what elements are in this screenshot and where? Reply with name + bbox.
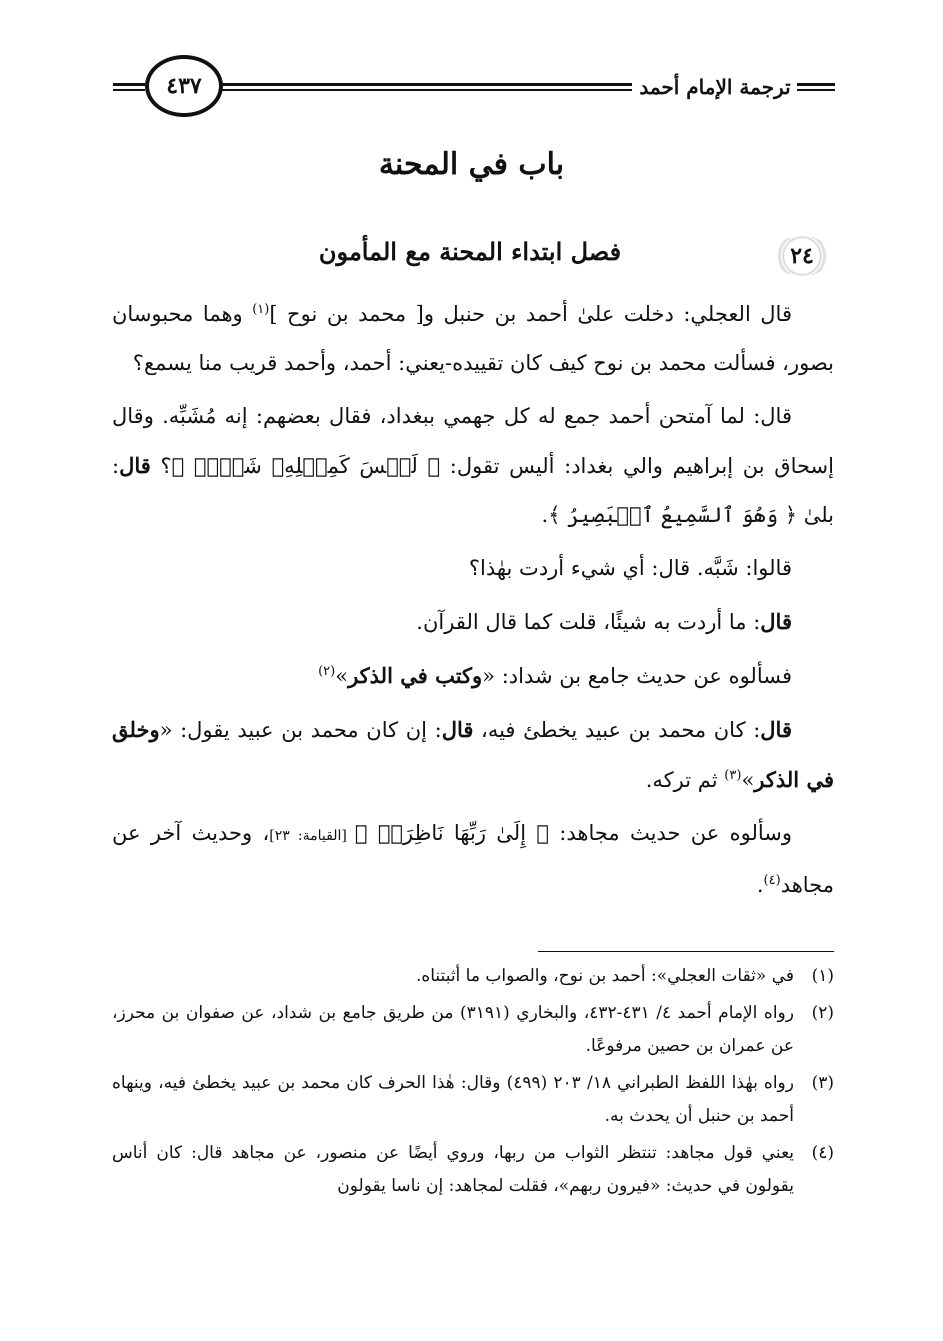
footnotes [112,960,834,1207]
qal-bold: قال [760,717,792,742]
paragraph-7 [112,809,834,910]
quran-quote: ﴿ وَهُوَ ٱلسَّمِيعُ ٱلۡبَصِيرُ ﴾ [548,503,798,527]
paragraph-2-after-qal: : بلىٰ [112,454,834,527]
paragraph-1 [112,290,834,388]
paragraph-1-text: قال العجلي: دخلت علىٰ أحمد بن حنبل و[ محمد بن نوح ] [269,302,792,326]
footnote-number: (١) [811,966,834,986]
footnote-3 [112,1067,834,1133]
chapter-title: باب في المحنة [378,147,565,182]
footnote-text: رواه الإمام أحمد ٤/ ٤٣١-٤٣٢، والبخاري (٣١٩١) من طريق جامع بن شداد، عن صفوان بن محرز، عن عمران بن حصين مرفوعًا. [112,1003,794,1056]
section-number-ornament [772,236,832,276]
paragraph-2 [112,392,834,540]
footnote-ref-3[interactable]: (٣) [724,768,742,783]
paragraph-2-end: . [541,503,549,527]
paragraph-7-end: . [756,873,764,897]
footnote-text: يعني قول مجاهد: تنتظر الثواب من ربها، وروي أيضًا عن منصور، عن مجاهد قال: كان أناس يقولون في حديث: «فيرون ربهم»، فقلت لمجاهد: إن ناسا يقولون [112,1143,794,1196]
paragraph-6-end: ثم تركه. [645,768,725,792]
main-text [112,290,834,914]
qal-bold: قال [119,453,151,478]
header-rule-right [797,83,835,93]
footnote-text: في «ثقات العجلي»: أحمد بن نوح، والصواب ما أثبتناه. [415,966,794,986]
footnote-2 [112,997,834,1063]
section-title: فصل ابتداء المحنة مع المأمون [318,237,622,266]
hadith-phrase: وكتب في الذكر [348,663,483,688]
paragraph-3: قالوا: شَبَّه. قال: أي شيء أردت بهٰذا؟ [468,556,792,580]
paragraph-4-text: : ما أردت به شيئًا، قلت كما قال القرآن. [416,610,761,634]
paragraph-2-mid: ؟ [150,454,172,478]
verse-reference: [القيامة: ٢٣] [269,828,355,844]
paragraph-5 [112,651,834,701]
paragraph-5-text: فسألوه عن حديث جامع بن شداد: « [482,664,792,688]
qal-bold: قال [760,609,792,634]
paragraph-2-text: قال: لما آمتحن أحمد جمع له كل جهمي ببغداد، فقال بعضهم: إنه مُشَبِّه. وقال إسحاق بن إبراهيم والي بغداد: أليس تقول: [112,404,834,478]
footnote-number: (٣) [811,1073,834,1093]
paragraph-4 [112,597,834,647]
qal-bold: قال [441,717,474,742]
paragraph-6-text-1: : كان محمد بن عبيد يخطئ فيه، [473,718,761,742]
footnote-separator [538,951,834,952]
header-rule-middle [222,83,632,93]
footnote-ref-4[interactable]: (٤) [763,873,781,888]
page-number-oval [145,55,223,117]
quote-close: » [335,664,349,688]
paragraph-7-text: وسألوه عن حديث مجاهد: [548,821,792,845]
quran-quote: ﴿ لَيۡسَ كَمِثۡلِهِۦ شَيۡءٞ ﴾ [171,454,441,478]
footnote-number: (٢) [811,1003,834,1023]
header-rule-left [113,83,145,93]
page-number: ٤٣٧ [166,73,202,99]
footnote-ref-1[interactable]: (١) [252,302,270,317]
footnote-1 [112,960,834,993]
quran-quote: ﴿ إِلَىٰ رَبِّهَا نَاظِرَةٞ ﴾ [354,821,549,845]
paragraph-7-tail: ، وحديث آخر عن مجاهد [112,821,834,897]
footnote-4 [112,1137,834,1203]
footnote-number: (٤) [811,1143,834,1163]
footnote-text: رواه بهٰذا اللفظ الطبراني ١٨/ ٢٠٣ (٤٩٩) وقال: هٰذا الحرف كان محمد بن عبيد يخطئ فيه، وينهاه أحمد بن حنبل أن يحدث به. [112,1073,794,1126]
quote-close: » [741,768,755,792]
footnote-ref-2[interactable]: (٢) [318,664,336,679]
section-number: ٢٤ [790,243,814,269]
paragraph-6 [112,705,834,805]
paragraph-1-tail: وهما محبوسان بصور، فسألت محمد بن نوح كيف كان تقييده-يعني: أحمد، وأحمد قريب منا يسمع؟ [112,302,834,375]
running-title: ترجمة الإمام أحمد [639,75,791,99]
hadith-phrase: وخلق في الذكر [112,717,834,792]
paragraph-6-text-2: : إن كان محمد بن عبيد يقول: « [159,718,442,742]
